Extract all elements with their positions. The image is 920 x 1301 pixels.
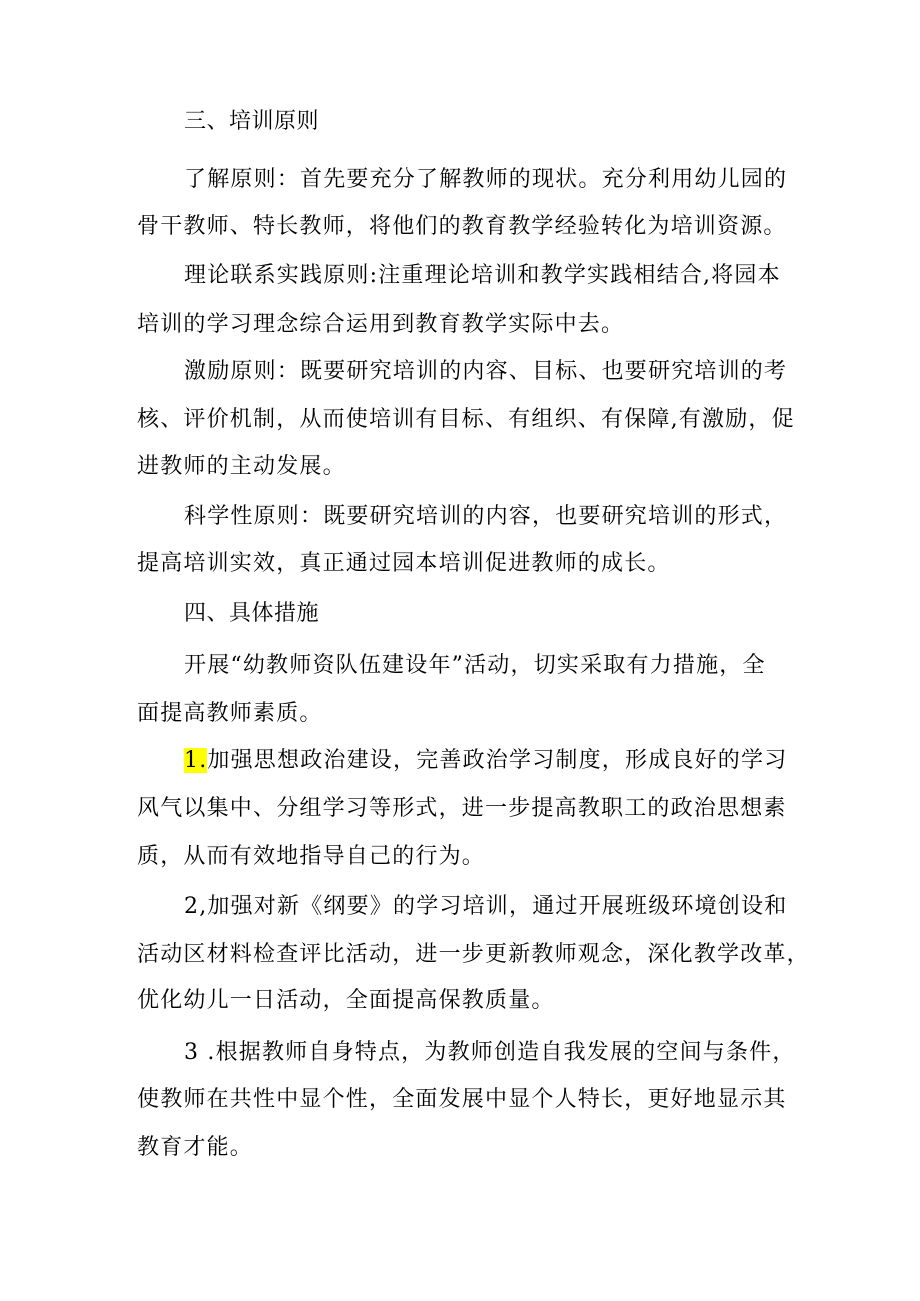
measure-1-line-1 bbox=[184, 745, 787, 777]
measure-1-line-1-text: 加强思想政治建设，完善政治学习制度，形成良好的学习 bbox=[207, 748, 788, 773]
principle-incentive-line-3: 进教师的主动发展。 bbox=[137, 454, 346, 479]
principle-understanding-line-2: 骨干教师、特长教师，将他们的教育教学经验转化为培训资源。 bbox=[137, 214, 787, 239]
measure-2-line-1: 2,加强对新《纲要》的学习培训，通过开展班级环境创设和 bbox=[184, 894, 788, 919]
principle-theory-practice-line-1: 理论联系实践原则:注重理论培训和教学实践相结合,将园本 bbox=[184, 263, 781, 288]
measure-2-line-2: 活动区材料检查评比活动，进一步更新教师观念，深化教学改革， bbox=[137, 942, 810, 967]
measure-2-line-3: 优化幼儿一日活动，全面提高保教质量。 bbox=[137, 988, 555, 1013]
principle-scientific-line-2: 提高培训实效，真正通过园本培训促进教师的成长。 bbox=[137, 551, 671, 576]
principle-incentive-line-2: 核、评价机制，从而使培训有目标、有组织、有保障,有激励，促 bbox=[137, 407, 795, 432]
principle-scientific-line-1: 科学性原则：既要研究培训的内容，也要研究培训的形式， bbox=[184, 504, 788, 529]
principle-theory-practice-line-2: 培训的学习理念综合运用到教育教学实际中去。 bbox=[137, 312, 625, 337]
measure-1-line-3: 质，从而有效地指导自己的行为。 bbox=[137, 844, 486, 869]
measures-intro-line-2: 面提高教师素质。 bbox=[137, 701, 323, 726]
measure-1-line-2: 风气以集中、分组学习等形式，进一步提高教职工的政治思想素 bbox=[137, 796, 787, 821]
measures-intro-line-1: 开展“幼教师资队伍建设年”活动，切实采取有力措施，全 bbox=[184, 653, 766, 678]
section-3-heading: 三、培训原则 bbox=[184, 109, 320, 134]
section-4-heading: 四、具体措施 bbox=[184, 601, 320, 626]
measure-3-line-3: 教育才能。 bbox=[137, 1135, 254, 1160]
measure-3-line-1: 3 .根据教师自身特点，为教师创造自我发展的空间与条件， bbox=[184, 1040, 796, 1065]
principle-incentive-line-1: 激励原则：既要研究培训的内容、目标、也要研究培训的考 bbox=[184, 359, 788, 384]
measure-3-line-2: 使教师在共性中显个性，全面发展中显个人特长，更好地显示其 bbox=[137, 1087, 787, 1112]
principle-understanding-line-1: 了解原则：首先要充分了解教师的现状。充分利用幼儿园的 bbox=[184, 167, 788, 192]
highlighted-item-number: 1. bbox=[184, 748, 208, 773]
